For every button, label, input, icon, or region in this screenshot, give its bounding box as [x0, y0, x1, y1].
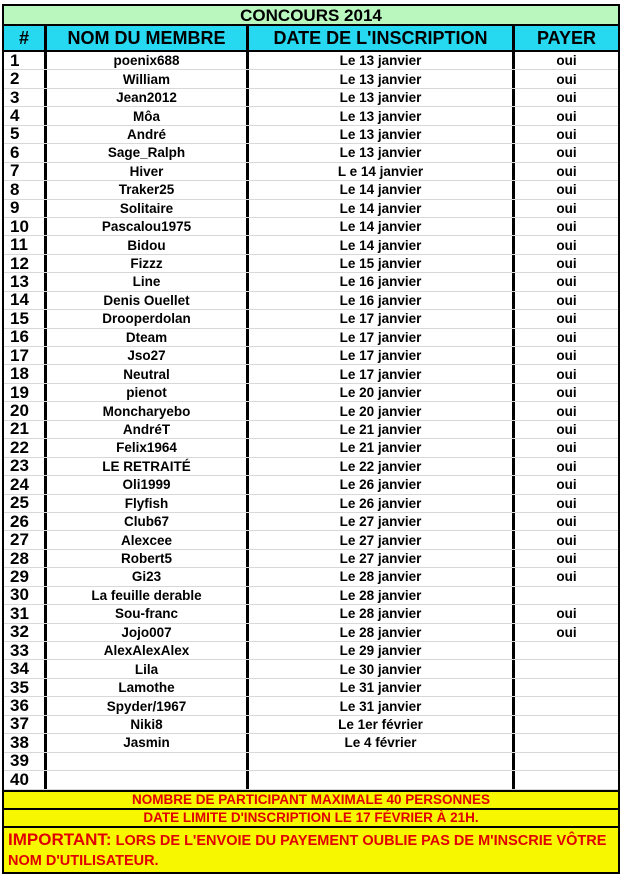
registration-date: Le 31 janvier: [246, 679, 512, 696]
registration-date: Le 26 janvier: [246, 495, 512, 512]
paid-status: [512, 734, 618, 751]
row-number: 8: [10, 181, 20, 199]
registration-date: Le 20 janvier: [246, 402, 512, 419]
paid-status: oui: [512, 181, 618, 198]
registration-date: Le 21 janvier: [246, 421, 512, 438]
important-label: IMPORTANT:: [8, 829, 112, 849]
row-number: 1: [10, 52, 20, 70]
table-row: [4, 734, 618, 752]
table-row: [4, 384, 618, 402]
table-row: [4, 716, 618, 734]
row-number: 15: [10, 310, 29, 328]
registration-date: Le 27 janvier: [246, 513, 512, 530]
paid-status: [512, 697, 618, 714]
member-name: LE RETRAITÉ: [44, 458, 246, 475]
contest-sheet: [2, 4, 620, 874]
table-row: [4, 697, 618, 715]
table-row: [4, 329, 618, 347]
row-number: 34: [10, 660, 29, 678]
registration-date: [246, 753, 512, 770]
paid-status: oui: [512, 495, 618, 512]
registration-date: Le 31 janvier: [246, 697, 512, 714]
registration-date: Le 26 janvier: [246, 476, 512, 493]
table-row: [4, 771, 618, 789]
member-name: Alexcee: [44, 531, 246, 548]
registration-date: Le 15 janvier: [246, 255, 512, 272]
paid-status: oui: [512, 402, 618, 419]
member-name: Solitaire: [44, 200, 246, 217]
member-name: Bidou: [44, 236, 246, 253]
row-number: 14: [10, 291, 29, 310]
paid-status: oui: [512, 310, 618, 327]
table-row: [4, 679, 618, 697]
row-number: 29: [10, 568, 29, 586]
paid-status: oui: [512, 52, 618, 69]
member-name: Jasmin: [44, 734, 246, 751]
paid-status: [512, 642, 618, 659]
header-member-name: NOM DU MEMBRE: [44, 26, 246, 50]
row-number: 40: [10, 771, 29, 789]
member-name: Club67: [44, 513, 246, 530]
table-row: [4, 624, 618, 642]
member-name: Niki8: [44, 716, 246, 733]
registration-date: Le 14 janvier: [246, 181, 512, 198]
paid-status: oui: [512, 70, 618, 87]
paid-status: oui: [512, 218, 618, 235]
member-name: [44, 753, 246, 770]
paid-status: [512, 660, 618, 677]
member-name: AlexAlexAlex: [44, 642, 246, 659]
paid-status: oui: [512, 144, 618, 161]
row-number: 39: [10, 752, 29, 771]
member-name: Jojo007: [44, 624, 246, 641]
deadline-note: DATE LIMITE D'INSCRIPTION LE 17 FÉVRIER À 21H.: [2, 810, 620, 828]
table-row: [4, 439, 618, 457]
paid-status: oui: [512, 421, 618, 438]
row-number: 37: [10, 715, 29, 734]
registration-date: Le 17 janvier: [246, 310, 512, 327]
registration-date: Le 16 janvier: [246, 273, 512, 290]
registration-date: Le 14 janvier: [246, 236, 512, 253]
registration-date: Le 13 janvier: [246, 70, 512, 87]
registration-date: Le 29 janvier: [246, 642, 512, 659]
registration-date: Le 22 janvier: [246, 458, 512, 475]
member-name: pienot: [44, 384, 246, 401]
table-row: [4, 144, 618, 162]
row-number: 26: [10, 512, 29, 531]
registration-date: Le 14 janvier: [246, 200, 512, 217]
header-row: [2, 26, 620, 52]
row-number: 11: [10, 236, 28, 254]
table-row: [4, 365, 618, 383]
row-number: 18: [10, 365, 29, 383]
member-name: La feuille derable: [44, 587, 246, 604]
member-name: Line: [44, 273, 246, 290]
table-row: [4, 660, 618, 678]
registration-date: Le 17 janvier: [246, 365, 512, 382]
paid-status: oui: [512, 89, 618, 106]
table-row: [4, 550, 618, 568]
registration-date: Le 28 janvier: [246, 587, 512, 604]
paid-status: oui: [512, 568, 618, 585]
paid-status: [512, 716, 618, 733]
row-number: 32: [10, 623, 29, 641]
member-name: Spyder/1967: [44, 697, 246, 714]
paid-status: oui: [512, 513, 618, 530]
table-row: [4, 218, 618, 236]
registration-date: Le 28 janvier: [246, 624, 512, 641]
registration-date: Le 28 janvier: [246, 605, 512, 622]
registration-date: Le 20 janvier: [246, 384, 512, 401]
member-name: Felix1964: [44, 439, 246, 456]
paid-status: oui: [512, 255, 618, 272]
table-row: [4, 181, 618, 199]
row-number: 38: [10, 734, 29, 752]
member-name: Drooperdolan: [44, 310, 246, 327]
member-name: André: [44, 126, 246, 143]
table-row: [4, 531, 618, 549]
row-number: 22: [10, 439, 29, 457]
registration-date: Le 13 janvier: [246, 126, 512, 143]
member-name: Moncharyebo: [44, 402, 246, 419]
table-row: [4, 753, 618, 771]
row-number: 36: [10, 697, 29, 715]
registration-date: Le 21 janvier: [246, 439, 512, 456]
member-name: Dteam: [44, 329, 246, 346]
table-row: [4, 292, 618, 310]
paid-status: oui: [512, 292, 618, 309]
registration-date: Le 17 janvier: [246, 347, 512, 364]
table-row: [4, 163, 618, 181]
registration-date: Le 13 janvier: [246, 144, 512, 161]
paid-status: oui: [512, 531, 618, 548]
row-number: 17: [10, 347, 29, 365]
table-row: [4, 587, 618, 605]
table-row: [4, 200, 618, 218]
table-row: [4, 70, 618, 88]
table-row: [4, 89, 618, 107]
paid-status: oui: [512, 126, 618, 143]
paid-status: oui: [512, 365, 618, 382]
row-number: 12: [10, 254, 29, 273]
paid-status: oui: [512, 236, 618, 253]
paid-status: oui: [512, 347, 618, 364]
row-number: 25: [10, 494, 29, 512]
member-name: Lamothe: [44, 679, 246, 696]
row-number: 23: [10, 457, 29, 476]
row-number: 27: [10, 531, 29, 549]
member-name: AndréT: [44, 421, 246, 438]
row-number: 3: [10, 88, 20, 107]
paid-status: oui: [512, 550, 618, 567]
member-name: [44, 771, 246, 788]
member-name: poenix688: [44, 52, 246, 69]
row-number: 19: [10, 383, 29, 402]
table-row: [4, 402, 618, 420]
registration-date: Le 13 janvier: [246, 52, 512, 69]
member-name: Jso27: [44, 347, 246, 364]
paid-status: oui: [512, 200, 618, 217]
table-row: [4, 495, 618, 513]
table-row: [4, 107, 618, 125]
table-row: [4, 273, 618, 291]
row-number: 13: [10, 273, 29, 291]
registration-date: Le 30 janvier: [246, 660, 512, 677]
table-row: [4, 605, 618, 623]
member-name: Oli1999: [44, 476, 246, 493]
member-name: Denis Ouellet: [44, 292, 246, 309]
row-number: 9: [10, 199, 20, 217]
paid-status: oui: [512, 273, 618, 290]
row-number: 2: [10, 70, 20, 88]
row-number: 20: [10, 402, 29, 420]
row-number: 5: [10, 125, 20, 144]
paid-status: oui: [512, 476, 618, 493]
paid-status: oui: [512, 605, 618, 622]
paid-status: oui: [512, 458, 618, 475]
important-note: [2, 828, 620, 874]
registration-date: Le 14 janvier: [246, 218, 512, 235]
header-number: #: [18, 27, 29, 48]
member-name: Môa: [44, 107, 246, 124]
member-name: Hiver: [44, 163, 246, 180]
paid-status: oui: [512, 384, 618, 401]
row-number: 7: [10, 162, 20, 181]
table-row: [4, 476, 618, 494]
row-number: 16: [10, 328, 29, 346]
table-row: [4, 255, 618, 273]
table-row: [4, 347, 618, 365]
member-name: Lila: [44, 660, 246, 677]
table-row: [4, 568, 618, 586]
registration-date: [246, 771, 512, 788]
paid-status: [512, 587, 618, 604]
table-row: [4, 642, 618, 660]
paid-status: oui: [512, 163, 618, 180]
table-row: [4, 513, 618, 531]
member-name: Sou-franc: [44, 605, 246, 622]
table-row: [4, 236, 618, 254]
paid-status: [512, 771, 618, 788]
row-number: 28: [10, 549, 29, 568]
paid-status: oui: [512, 439, 618, 456]
table-row: [4, 458, 618, 476]
paid-status: oui: [512, 624, 618, 641]
row-number: 24: [10, 476, 29, 494]
member-name: Neutral: [44, 365, 246, 382]
table-row: [4, 421, 618, 439]
registration-date: Le 1er février: [246, 716, 512, 733]
registration-date: Le 27 janvier: [246, 531, 512, 548]
registration-date: Le 16 janvier: [246, 292, 512, 309]
row-number: 35: [10, 678, 29, 697]
row-number: 31: [10, 605, 29, 623]
registration-date: Le 4 février: [246, 734, 512, 751]
header-registration-date: DATE DE L'INSCRIPTION: [246, 26, 512, 50]
row-number: 6: [10, 144, 20, 162]
table-row: [4, 310, 618, 328]
row-number: 33: [10, 642, 29, 660]
row-number: 4: [10, 107, 20, 125]
table-row: [4, 52, 618, 70]
paid-status: oui: [512, 107, 618, 124]
paid-status: [512, 679, 618, 696]
max-participants-note: NOMBRE DE PARTICIPANT MAXIMALE 40 PERSONNES: [2, 792, 620, 810]
row-number: 30: [10, 586, 29, 605]
member-name: Flyfish: [44, 495, 246, 512]
row-number: 21: [10, 420, 29, 439]
header-paid: PAYER: [512, 26, 618, 50]
paid-status: [512, 753, 618, 770]
member-name: Robert5: [44, 550, 246, 567]
registration-date: Le 17 janvier: [246, 329, 512, 346]
member-name: Sage_Ralph: [44, 144, 246, 161]
member-name: Fizzz: [44, 255, 246, 272]
table-row: [4, 126, 618, 144]
member-name: Gi23: [44, 568, 246, 585]
member-name: Jean2012: [44, 89, 246, 106]
registration-date: L e 14 janvier: [246, 163, 512, 180]
member-name: Pascalou1975: [44, 218, 246, 235]
member-name: William: [44, 70, 246, 87]
members-table: [2, 52, 620, 792]
sheet-title: CONCOURS 2014: [2, 4, 620, 26]
member-name: Traker25: [44, 181, 246, 198]
important-text: LORS DE L'ENVOIE DU PAYEMENT OUBLIE PAS DE M'INSCRIE VÔTRE NOM D'UTILISATEUR.: [8, 832, 607, 869]
row-number: 10: [10, 217, 29, 236]
registration-date: Le 27 janvier: [246, 550, 512, 567]
paid-status: oui: [512, 329, 618, 346]
registration-date: Le 28 janvier: [246, 568, 512, 585]
registration-date: Le 13 janvier: [246, 107, 512, 124]
registration-date: Le 13 janvier: [246, 89, 512, 106]
